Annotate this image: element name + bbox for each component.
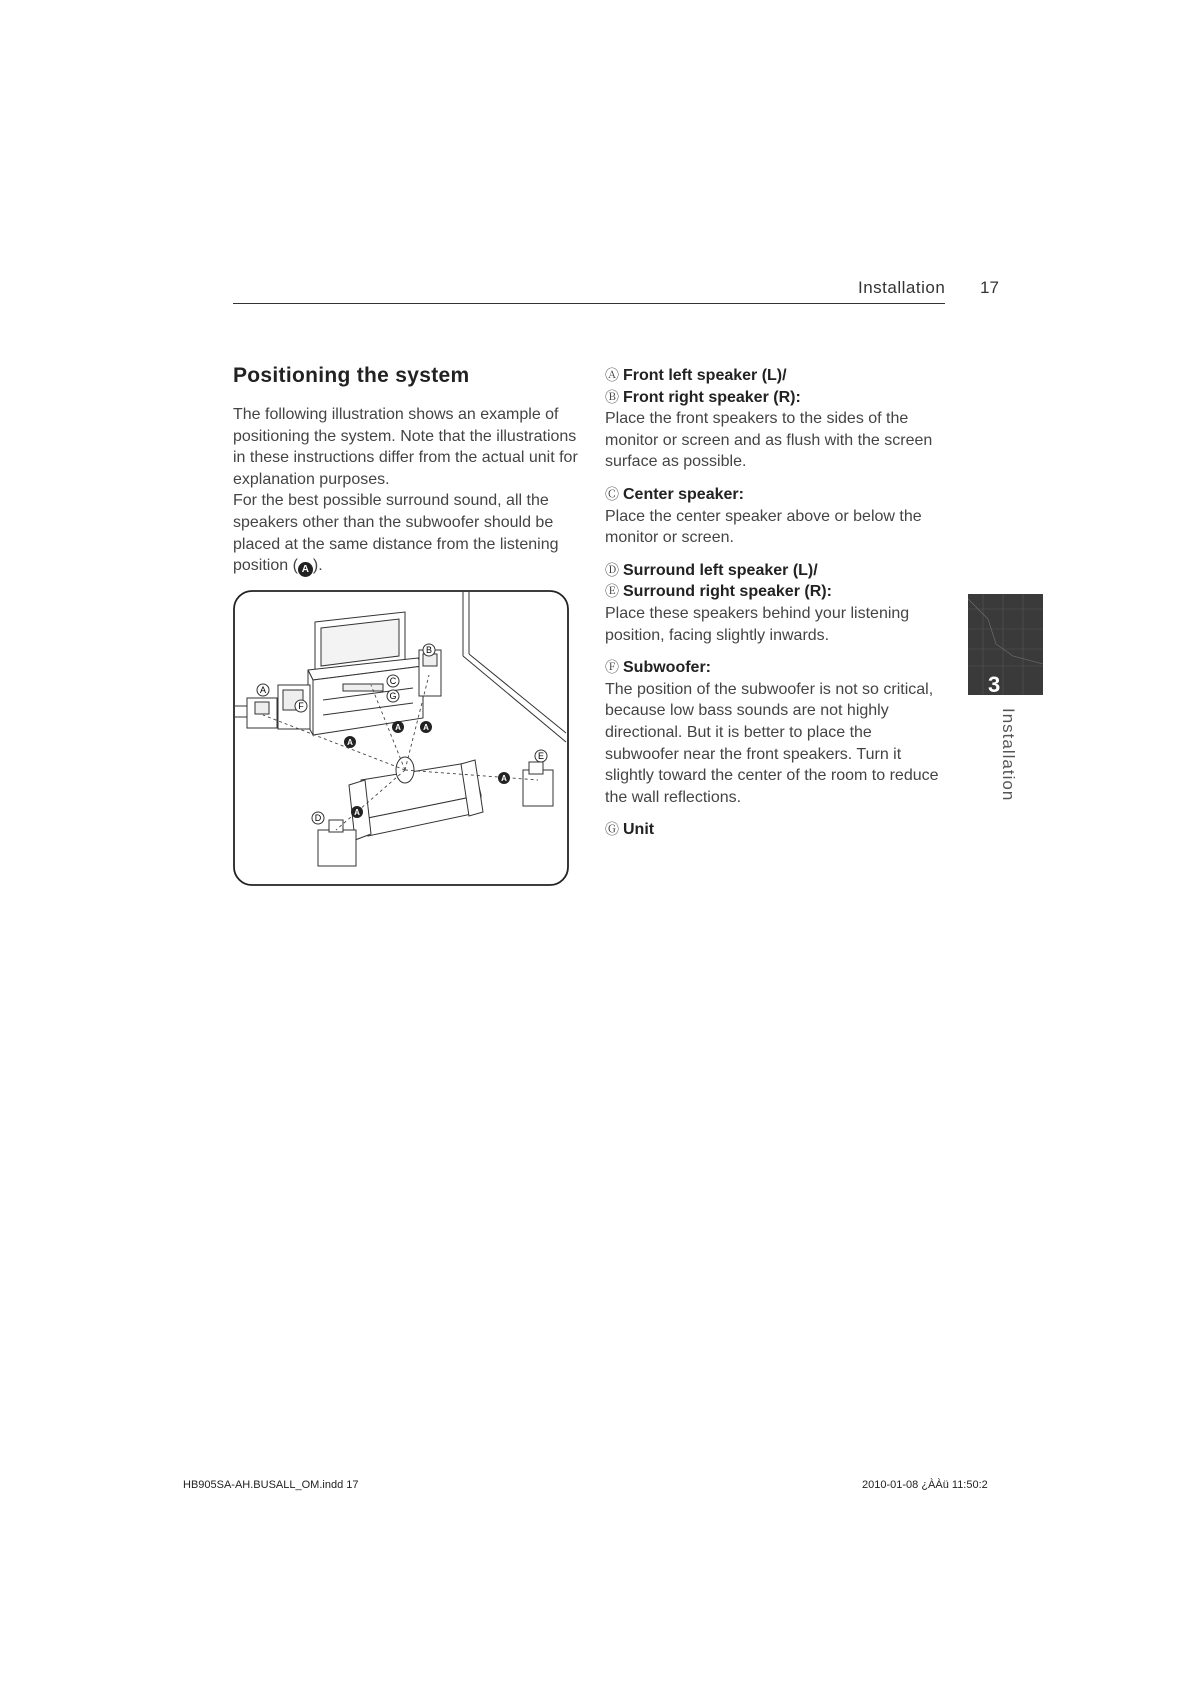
section-body: The position of the subwoofer is not so critical, because low bass sounds are not highly directional. But it is better to place the subwoofer near the front speakers. Turn it slightly toward the center of the room to reduce the wall reflections. [605, 680, 939, 806]
marker-f-icon: Ⓕ [605, 659, 619, 676]
section-heading [605, 560, 945, 582]
listening-marker-1 [392, 721, 404, 733]
marker-e-icon: Ⓔ [605, 583, 619, 600]
section-heading [605, 484, 945, 506]
marker-c-label: C [389, 676, 397, 686]
section-unit [605, 819, 945, 841]
marker-a [257, 684, 269, 696]
footer-timestamp: 2010-01-08 ¿ÀÀü 11:50:2 [862, 1479, 988, 1491]
marker-b-label: B [425, 645, 433, 655]
front-left-speaker-icon [247, 698, 277, 728]
marker-c [387, 675, 399, 687]
heading-center: Center speaker: [623, 485, 744, 503]
speaker-descriptions [605, 365, 945, 852]
heading-subwoofer: Subwoofer: [623, 659, 711, 677]
marker-c-icon: Ⓒ [605, 485, 619, 502]
intro-para-2-text: For the best possible surround sound, all the speakers other than the subwoofer should be placed at the same distance from the listening position ( [233, 492, 559, 575]
marker-d-icon: Ⓓ [605, 561, 619, 578]
footer-filename: HB905SA-AH.BUSALL_OM.indd 17 [183, 1479, 359, 1491]
chapter-tab [968, 594, 1043, 695]
section-center-speaker [605, 484, 945, 549]
listening-marker-3 [344, 736, 356, 748]
section-heading [605, 819, 945, 841]
listening-marker-2-label: A [423, 723, 429, 732]
marker-b [423, 644, 435, 656]
listening-position-marker: A [298, 562, 313, 577]
listening-marker-2 [420, 721, 432, 733]
section-subwoofer [605, 657, 945, 808]
marker-g [387, 690, 399, 702]
section-heading [605, 657, 945, 679]
listening-marker-5-label: A [354, 808, 360, 817]
section-body: Place the center speaker above or below the monitor or screen. [605, 507, 922, 547]
heading-front-left: Front left speaker (L)/ [623, 367, 787, 384]
marker-e-label: E [537, 751, 545, 761]
section-body: Place the front speakers to the sides of the monitor or screen and as flush with the screen surface as possible. [605, 410, 933, 471]
speaker-layout-illustration [233, 590, 569, 886]
marker-f [295, 700, 307, 712]
heading-front-right: Front right speaker (R): [623, 388, 801, 406]
chapter-number: 3 [988, 672, 1001, 697]
marker-e [535, 750, 547, 762]
section-surround-speakers [605, 560, 945, 646]
chapter-tab-graphic [968, 594, 1043, 695]
section-heading-2 [605, 581, 945, 603]
marker-b-icon: Ⓑ [605, 388, 619, 405]
marker-a-icon: Ⓐ [605, 367, 619, 383]
section-body: Place these speakers behind your listening position, facing slightly inwards. [605, 604, 910, 644]
marker-d [312, 812, 324, 824]
listening-marker-5 [351, 806, 363, 818]
section-heading [605, 365, 945, 387]
section-front-speakers [605, 365, 945, 473]
marker-d-label: D [314, 813, 322, 823]
heading-unit: Unit [623, 821, 655, 839]
header-rule [233, 303, 945, 304]
header-section: Installation [858, 278, 946, 297]
listening-marker-1-label: A [395, 723, 401, 732]
intro-para-2-end: ). [312, 557, 323, 575]
marker-a-label: A [259, 685, 267, 695]
front-right-speaker-icon [419, 650, 441, 696]
section-heading-2 [605, 387, 945, 409]
chapter-label [996, 708, 1020, 802]
heading-surround-left: Surround left speaker (L)/ [623, 561, 818, 579]
listening-marker-4 [498, 772, 510, 784]
listening-marker-4-label: A [501, 774, 507, 783]
page-title: Positioning the system [233, 364, 470, 387]
heading-surround-right: Surround right speaker (R): [623, 583, 832, 601]
intro-para-1: The following illustration shows an example of positioning the system. Note that the illustrations in these instructions differ from the actual unit for explanation purposes. [233, 406, 578, 488]
intro-text [233, 404, 578, 577]
intro-para-2 [233, 490, 578, 577]
marker-g-icon: Ⓖ [605, 821, 619, 838]
marker-g-label: G [389, 691, 397, 701]
listening-marker-3-label: A [347, 738, 353, 747]
marker-f-label: F [298, 701, 304, 711]
chapter-label-text: Installation [999, 708, 1018, 802]
page-number: 17 [980, 278, 999, 297]
